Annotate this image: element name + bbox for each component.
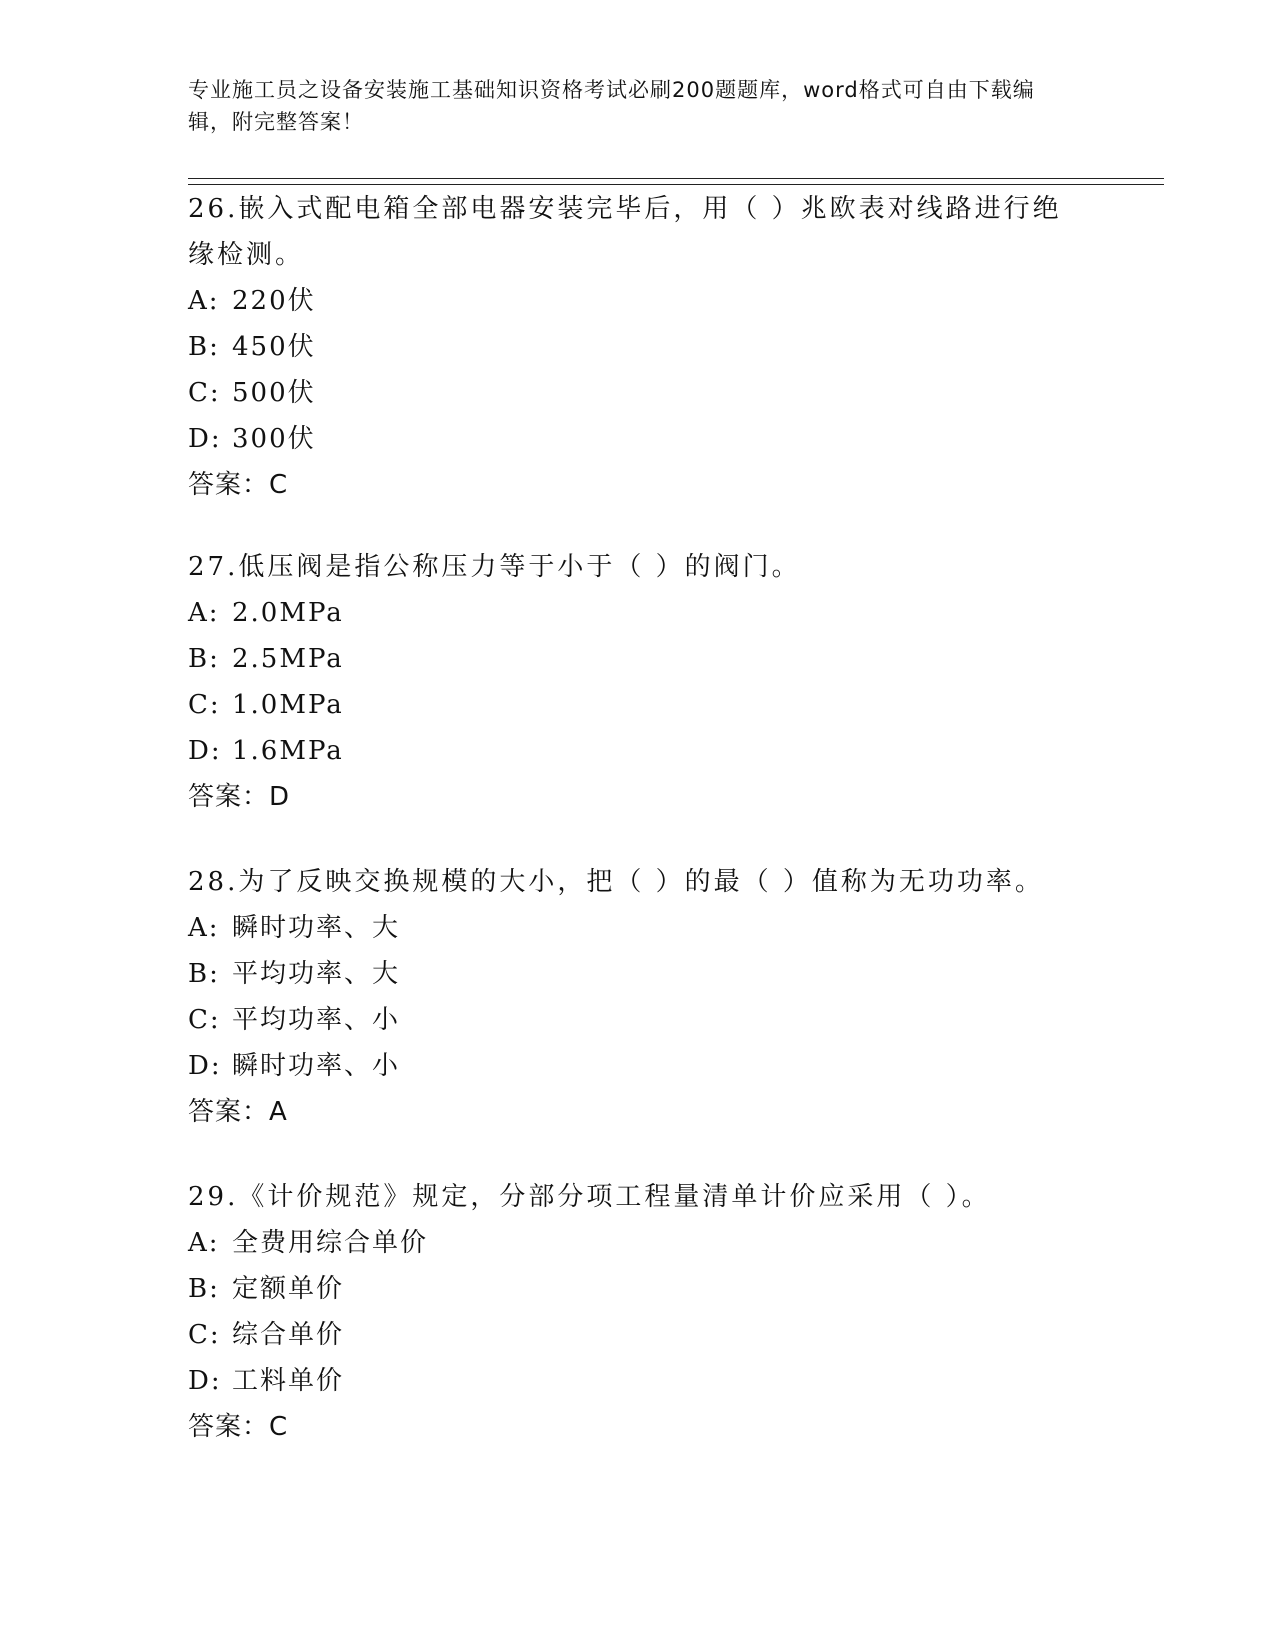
option-a: [188, 1220, 1088, 1266]
option-letter: B:: [188, 1274, 220, 1304]
option-d: [188, 1043, 1088, 1089]
option-c: [188, 682, 1088, 728]
option-text: 综合单价: [232, 1320, 345, 1350]
option-text: 500伏: [232, 378, 316, 408]
option-letter: A:: [188, 598, 220, 628]
question-29: [188, 1174, 1088, 1450]
option-text: 平均功率、小: [232, 1005, 401, 1035]
option-letter: B:: [188, 644, 220, 674]
option-text: 220伏: [232, 286, 316, 316]
option-d: [188, 728, 1088, 774]
question-stem: 29.《计价规范》规定，分部分项工程量清单计价应采用（ ）。: [188, 1182, 991, 1212]
option-a: [188, 905, 1088, 951]
option-b: [188, 324, 1088, 370]
option-d: [188, 1358, 1088, 1404]
option-text: 300伏: [232, 424, 316, 454]
header-divider-top: [188, 178, 1164, 179]
option-c: [188, 370, 1088, 416]
answer-key: 答案：C: [188, 1412, 289, 1442]
option-c: [188, 1312, 1088, 1358]
option-text: 2.0MPa: [232, 598, 344, 628]
document-header: 专业施工员之设备安装施工基础知识资格考试必刷200题题库，word格式可自由下载编辑，附完整答案！: [188, 78, 1035, 134]
option-letter: A:: [188, 286, 220, 316]
option-text: 定额单价: [232, 1274, 345, 1304]
question-stem: 27.低压阀是指公称压力等于小于（ ）的阀门。: [188, 552, 801, 582]
option-letter: C:: [188, 690, 221, 720]
answer-key: 答案：A: [188, 1097, 288, 1127]
option-letter: C:: [188, 1005, 221, 1035]
option-text: 2.5MPa: [232, 644, 344, 674]
option-letter: C:: [188, 1320, 221, 1350]
question-26: [188, 186, 1088, 508]
option-b: [188, 951, 1088, 997]
option-a: [188, 590, 1088, 636]
question-stem: 26.嵌入式配电箱全部电器安装完毕后，用（ ）兆欧表对线路进行绝缘检测。: [188, 194, 1062, 270]
option-text: 450伏: [232, 332, 316, 362]
option-text: 1.0MPa: [232, 690, 344, 720]
answer-key: 答案：D: [188, 782, 291, 812]
option-text: 平均功率、大: [232, 959, 401, 989]
question-27: [188, 544, 1088, 820]
option-letter: B:: [188, 332, 220, 362]
option-text: 瞬时功率、小: [232, 1051, 401, 1081]
option-b: [188, 1266, 1088, 1312]
option-text: 全费用综合单价: [232, 1228, 429, 1258]
option-text: 工料单价: [232, 1366, 345, 1396]
option-text: 瞬时功率、大: [232, 913, 401, 943]
option-a: [188, 278, 1088, 324]
question-stem: 28.为了反映交换规模的大小，把（ ）的最（ ）值称为无功功率。: [188, 867, 1044, 897]
answer-key: 答案：C: [188, 470, 289, 500]
option-letter: D:: [188, 736, 222, 766]
option-c: [188, 997, 1088, 1043]
option-letter: B:: [188, 959, 220, 989]
option-letter: D:: [188, 1366, 222, 1396]
option-text: 1.6MPa: [232, 736, 344, 766]
option-letter: D:: [188, 424, 222, 454]
option-letter: C:: [188, 378, 221, 408]
option-letter: D:: [188, 1051, 222, 1081]
option-b: [188, 636, 1088, 682]
option-d: [188, 416, 1088, 462]
question-28: [188, 859, 1088, 1135]
option-letter: A:: [188, 1228, 220, 1258]
header-divider-bottom: [188, 184, 1164, 185]
option-letter: A:: [188, 913, 220, 943]
